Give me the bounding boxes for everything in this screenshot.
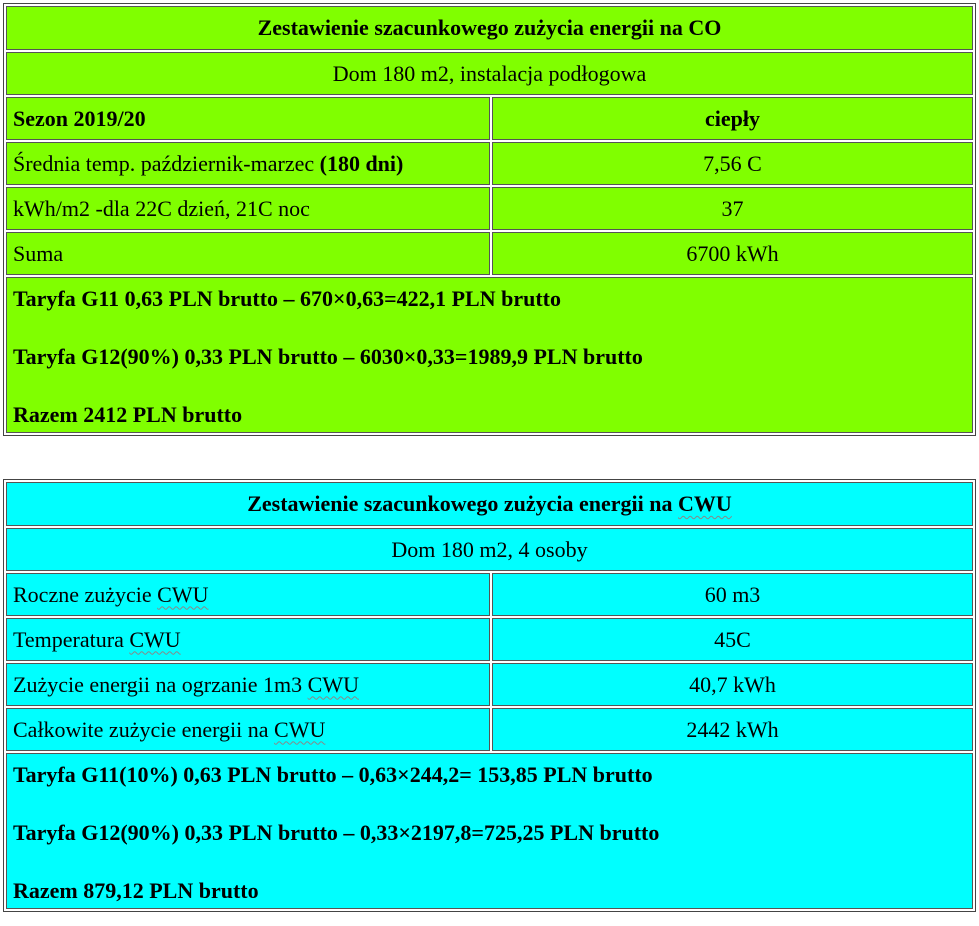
row-label	[6, 663, 490, 706]
summary-line: Taryfa G11 0,63 PLN brutto – 670×0,63=422,1 PLN brutto	[13, 286, 561, 311]
cwu-summary	[6, 753, 973, 909]
summary-total: Razem 2412 PLN brutto	[13, 402, 243, 427]
co-subtitle: Dom 180 m2, instalacja podłogowa	[6, 52, 973, 95]
row-value: 60 m3	[492, 573, 973, 616]
row-value: 40,7 kWh	[492, 663, 973, 706]
co-title: Zestawienie szacunkowego zużycia energii na CO	[6, 6, 973, 50]
row-label-term: CWU	[129, 626, 181, 652]
season-value: ciepły	[492, 97, 973, 140]
row-label-term: CWU	[157, 581, 209, 607]
row-label	[6, 142, 490, 185]
row-label	[6, 708, 490, 751]
season-label: Sezon 2019/20	[6, 97, 490, 140]
cwu-title-term: CWU	[678, 491, 732, 516]
table-row	[6, 142, 973, 185]
row-label-term: CWU	[274, 716, 326, 742]
table-row	[6, 187, 973, 230]
row-label-text: Całkowite zużycie energii na	[13, 716, 275, 742]
table-row	[6, 663, 973, 706]
table-row	[6, 573, 973, 616]
table-row	[6, 232, 973, 275]
row-label	[6, 618, 490, 661]
co-summary	[6, 277, 973, 433]
table-row	[6, 708, 973, 751]
row-label: Suma	[6, 232, 490, 275]
row-value: 37	[492, 187, 973, 230]
cwu-title-text: Zestawienie szacunkowego zużycia energii na	[247, 491, 679, 516]
row-value: 45C	[492, 618, 973, 661]
row-label-term: CWU	[307, 671, 359, 697]
table-row	[6, 618, 973, 661]
summary-line: Taryfa G12(90%) 0,33 PLN brutto – 6030×0,33=1989,9 PLN brutto	[13, 344, 643, 369]
summary-total: Razem 879,12 PLN brutto	[13, 878, 259, 903]
cwu-title	[6, 482, 973, 526]
row-label-text: Roczne zużycie	[13, 581, 158, 607]
row-value: 6700 kWh	[492, 232, 973, 275]
row-label: kWh/m2 -dla 22C dzień, 21C noc	[6, 187, 490, 230]
row-value: 7,56 C	[492, 142, 973, 185]
co-table	[3, 3, 976, 436]
row-label	[6, 573, 490, 616]
row-label-bold: (180 dni)	[319, 150, 404, 176]
row-label-text: Średnia temp. październik-marzec	[13, 150, 320, 176]
row-label-text: Zużycie energii na ogrzanie 1m3	[13, 671, 308, 697]
cwu-table	[3, 479, 976, 912]
summary-line: Taryfa G12(90%) 0,33 PLN brutto – 0,33×2197,8=725,25 PLN brutto	[13, 820, 660, 845]
summary-line: Taryfa G11(10%) 0,63 PLN brutto – 0,63×244,2= 153,85 PLN brutto	[13, 762, 653, 787]
row-label-text: Temperatura	[13, 626, 130, 652]
row-value: 2442 kWh	[492, 708, 973, 751]
table-row	[6, 97, 973, 140]
cwu-subtitle: Dom 180 m2, 4 osoby	[6, 528, 973, 571]
